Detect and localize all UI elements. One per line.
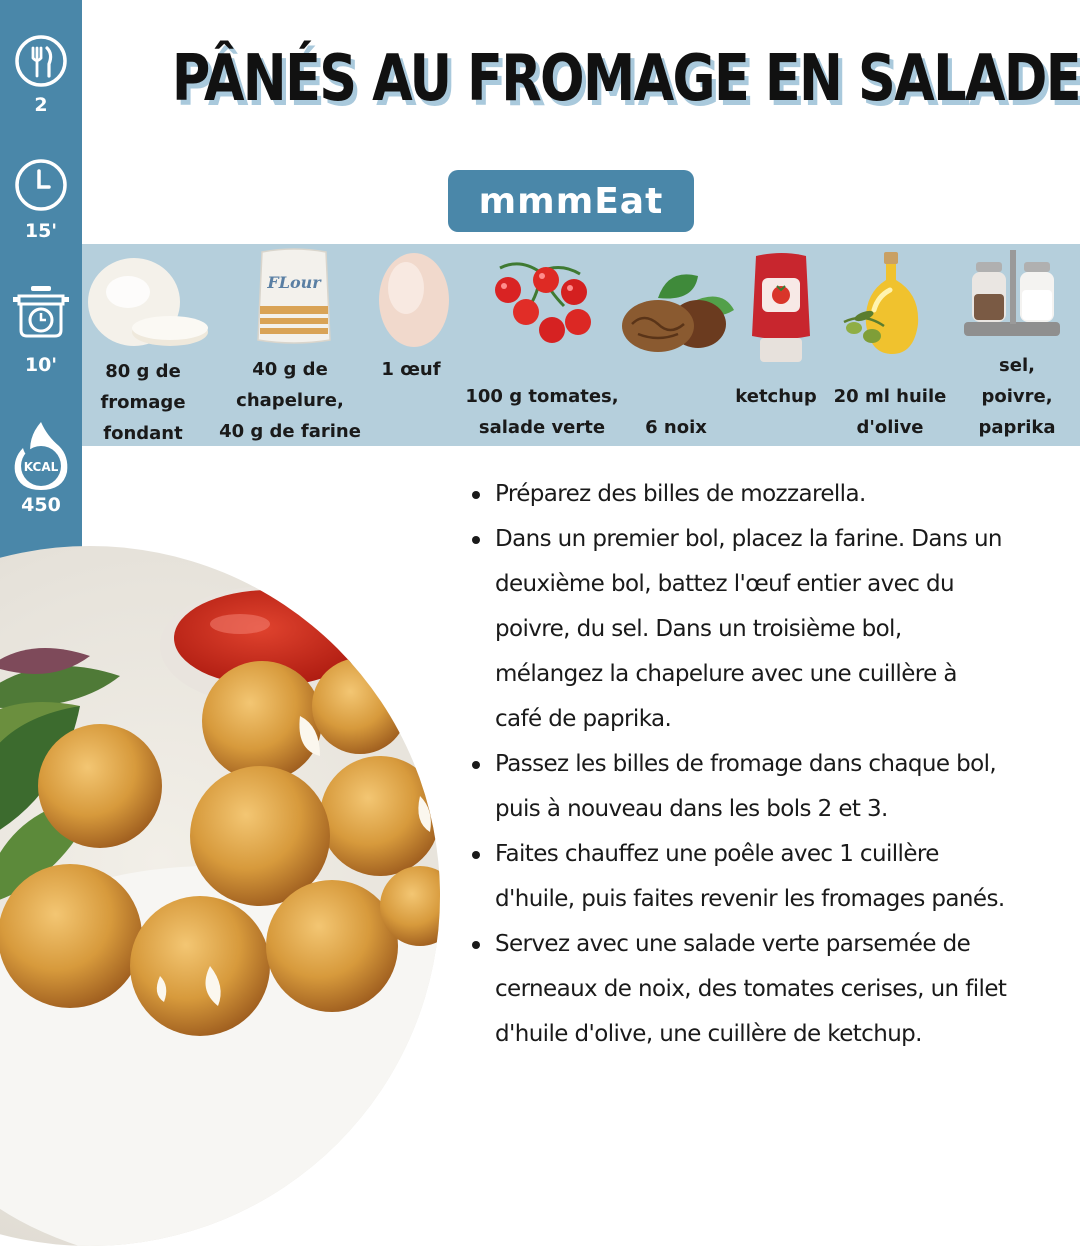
ingredient-label-line: sel, xyxy=(999,355,1035,376)
olive-oil-icon xyxy=(840,250,940,368)
prep-time-stat xyxy=(0,158,82,242)
step-line: Servez avec une salade verte parsemée de xyxy=(495,931,971,957)
salt-pepper-icon xyxy=(962,250,1062,340)
ingredient-item xyxy=(732,244,820,446)
recipe-photo xyxy=(0,546,440,1246)
calories-stat xyxy=(0,420,82,516)
ingredient-item xyxy=(82,244,204,446)
step-line: cerneaux de noix, des tomates cerises, un filet xyxy=(495,976,1007,1002)
cook-time-value: 10' xyxy=(24,354,58,376)
ingredient-item xyxy=(460,244,624,446)
ingredient-label-line: salade verte xyxy=(478,417,606,438)
ingredient-label-line: paprika xyxy=(978,417,1056,438)
step-line: Faites chauffez une poêle avec 1 cuillère xyxy=(495,841,939,867)
step-line: Dans un premier bol, placez la farine. Dans un xyxy=(495,526,1002,552)
step-line: d'huile d'olive, une cuillère de ketchup. xyxy=(495,1021,922,1047)
ingredient-label-line: ketchup xyxy=(735,386,817,407)
ingredient-label-line: 6 noix xyxy=(645,417,707,438)
ingredient-label-line: 20 ml huile xyxy=(833,386,947,407)
step-line: d'huile, puis faites revenir les fromages panés. xyxy=(495,886,1005,912)
recipe-step xyxy=(468,832,1048,922)
ingredient-label-line: chapelure, xyxy=(236,390,344,411)
servings-value: 2 xyxy=(34,94,48,116)
clock-icon xyxy=(14,158,68,212)
recipe-step xyxy=(468,472,1048,517)
recipe-step xyxy=(468,517,1048,742)
step-line: café de paprika. xyxy=(495,706,672,732)
flour-bag-icon xyxy=(254,246,334,346)
recipe-title: PÂNÉS AU FROMAGE EN SALADE xyxy=(171,42,1080,116)
ketchup-bottle-icon xyxy=(750,250,812,368)
ingredient-item xyxy=(828,244,952,446)
ingredient-label-line: fondant xyxy=(103,423,183,444)
ingredient-item xyxy=(372,244,450,446)
recipe-step xyxy=(468,742,1048,832)
ingredient-item xyxy=(210,244,370,446)
egg-icon xyxy=(376,244,452,350)
prep-time-value: 15' xyxy=(24,220,58,242)
cook-time-stat xyxy=(0,282,82,376)
ingredient-label-line: 40 g de xyxy=(252,359,328,380)
fried-cheese-balls-illustration xyxy=(0,546,440,1246)
walnut-icon xyxy=(618,258,736,354)
step-line: poivre, du sel. Dans un troisième bol, xyxy=(495,616,902,642)
calories-value: 450 xyxy=(21,494,61,516)
pot-timer-icon xyxy=(9,282,73,342)
step-line: Passez les billes de fromage dans chaque bol, xyxy=(495,751,997,777)
recipe-info-sidebar xyxy=(0,0,82,590)
step-line: mélangez la chapelure avec une cuillère à xyxy=(495,661,957,687)
recipe-steps xyxy=(468,472,1048,1057)
step-line: puis à nouveau dans les bols 2 et 3. xyxy=(495,796,888,822)
step-line: deuxième bol, battez l'œuf entier avec du xyxy=(495,571,954,597)
mozzarella-icon xyxy=(84,254,210,352)
ingredient-item xyxy=(616,244,736,446)
flame-kcal-icon xyxy=(11,420,71,492)
flour-bag-text: FLour xyxy=(267,273,321,292)
ingredient-item xyxy=(954,244,1080,446)
recipe-step xyxy=(468,922,1048,1057)
servings-stat xyxy=(0,34,82,116)
ingredient-label-line: 40 g de farine xyxy=(219,421,361,442)
fork-knife-icon xyxy=(14,34,68,88)
ingredients-band xyxy=(82,244,1080,446)
ingredient-label-line: d'olive xyxy=(856,417,924,438)
ingredient-label-line: 80 g de xyxy=(105,361,181,382)
ingredient-label-line: 100 g tomates, xyxy=(465,386,619,407)
ingredient-label-line: poivre, xyxy=(981,386,1053,407)
ingredient-label-line: fromage xyxy=(100,392,186,413)
brand-logo: mmmEat xyxy=(448,170,694,232)
ingredient-label-line: 1 œuf xyxy=(381,359,441,380)
step-line: Préparez des billes de mozzarella. xyxy=(495,481,866,507)
cherry-tomatoes-icon xyxy=(486,254,598,350)
kcal-icon-text: KCAL xyxy=(23,460,59,474)
